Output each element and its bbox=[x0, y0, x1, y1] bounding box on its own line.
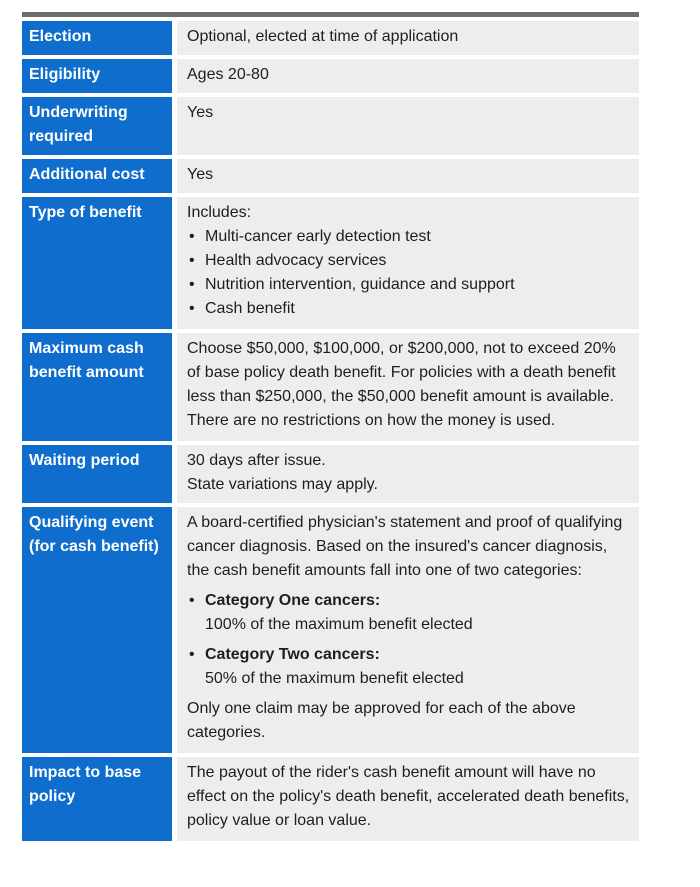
qualifying-intro: A board-certified physician's statement and proof of qualifying cancer diagnosis. Based on the insured's cancer diagnosis, the cash benefit amounts fall into one of two categories: bbox=[187, 514, 623, 579]
row-label: Maximum cash benefit amount bbox=[22, 333, 172, 441]
row-label: Election bbox=[22, 21, 172, 55]
waiting-line-2: State variations may apply. bbox=[187, 476, 378, 493]
row-value: The payout of the rider's cash benefit amount will have no effect on the policy's death benefit, accelerated death benefits, policy value or loan value. bbox=[177, 757, 639, 841]
row-value: Ages 20-80 bbox=[177, 59, 639, 93]
row-value bbox=[177, 507, 639, 753]
list-item: • Multi-cancer early detection test bbox=[205, 225, 631, 249]
benefit-intro: Includes: bbox=[187, 204, 252, 221]
row-value bbox=[177, 445, 639, 503]
row-label: Qualifying event (for cash benefit) bbox=[22, 507, 172, 753]
category-desc: 100% of the maximum benefit elected bbox=[205, 616, 473, 633]
row-value: Choose $50,000, $100,000, or $200,000, not to exceed 20% of base policy death benefit. For policies with a death benefit less than $250,000, the $50,000 benefit amount is available. There are no restrictions on how the money is used. bbox=[177, 333, 639, 441]
top-rule bbox=[22, 12, 639, 17]
list-item: • Cash benefit bbox=[205, 297, 631, 321]
benefit-list bbox=[187, 225, 631, 321]
qualifying-outro: Only one claim may be approved for each of the above categories. bbox=[187, 700, 576, 741]
row-max-cash-benefit bbox=[22, 333, 639, 441]
category-desc: 50% of the maximum benefit elected bbox=[205, 670, 464, 687]
row-eligibility bbox=[22, 59, 639, 93]
list-item bbox=[205, 589, 631, 637]
list-item bbox=[205, 643, 631, 691]
row-value bbox=[177, 197, 639, 329]
list-item: • Nutrition intervention, guidance and support bbox=[205, 273, 631, 297]
row-label: Type of benefit bbox=[22, 197, 172, 329]
row-election bbox=[22, 21, 639, 55]
category-title: • Category Two cancers: bbox=[205, 646, 380, 663]
row-label: Eligibility bbox=[22, 59, 172, 93]
category-title: • Category One cancers: bbox=[205, 592, 381, 609]
waiting-line-1: 30 days after issue. bbox=[187, 452, 326, 469]
row-value: Yes bbox=[177, 159, 639, 193]
row-qualifying-event bbox=[22, 507, 639, 753]
row-value: Optional, elected at time of application bbox=[177, 21, 639, 55]
row-label: Additional cost bbox=[22, 159, 172, 193]
row-label: Impact to base policy bbox=[22, 757, 172, 841]
row-type-of-benefit bbox=[22, 197, 639, 329]
row-label: Waiting period bbox=[22, 445, 172, 503]
benefit-table bbox=[22, 12, 639, 845]
row-value: Yes bbox=[177, 97, 639, 155]
row-label: Underwriting required bbox=[22, 97, 172, 155]
row-additional-cost bbox=[22, 159, 639, 193]
row-impact bbox=[22, 757, 639, 841]
row-waiting-period bbox=[22, 445, 639, 503]
list-item: • Health advocacy services bbox=[205, 249, 631, 273]
category-list bbox=[187, 589, 631, 691]
row-underwriting bbox=[22, 97, 639, 155]
